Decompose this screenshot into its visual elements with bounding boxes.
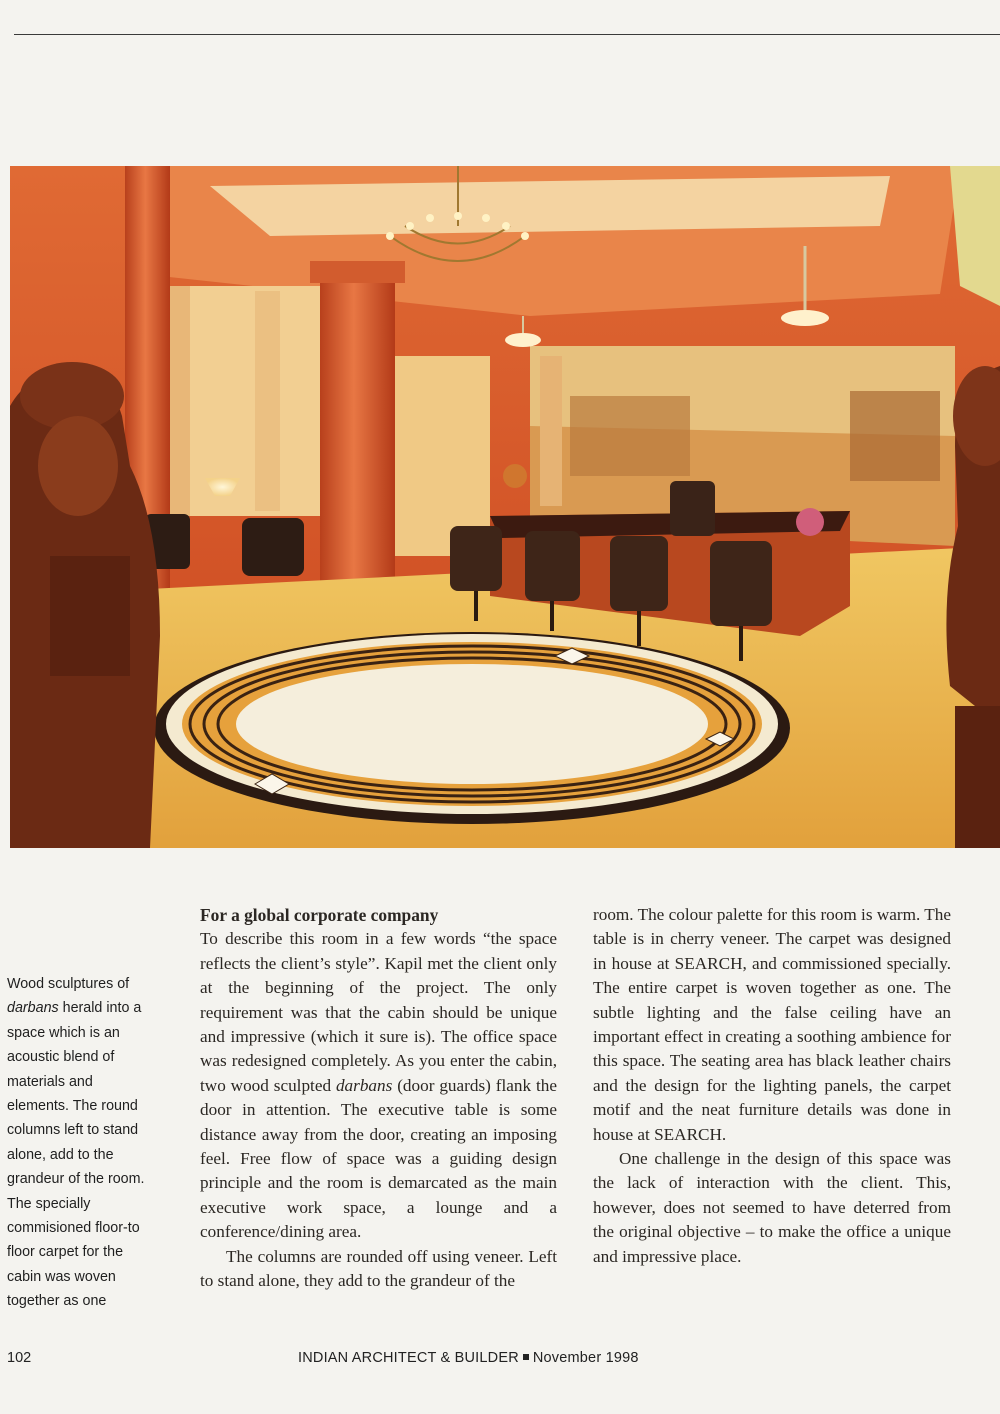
separator-square-icon	[523, 1354, 529, 1360]
paragraph-2-continued: room. The colour palette for this room is warm. The table is in cherry veneer. The carpet was designed in house at SEARCH, and commissioned specially. The entire carpet is woven together as one. The subtle lighting and the false ceiling have an important effect in creating a soothing ambience for this space. The seating area has black leather chairs and the design for the lighting panels, the carpet motif and the neat furniture details was done in house at SEARCH.	[593, 905, 951, 1144]
issue-date: November 1998	[532, 1350, 639, 1366]
paragraph-1-part-1: To describe this room in a few words “the space reflects the client’s style”. Kapil met the client only at the beginning of the project. The only requirement was that the cabin should be unique and impressive (which it sure is). The office space was redesigned completely. As you enter the cabin, two wood sculpted	[200, 929, 557, 1095]
paragraph-1-italic: darbans	[335, 1075, 393, 1095]
article-column-2	[593, 903, 951, 1269]
top-rule	[14, 34, 1000, 35]
caption-italic-term: darbans	[7, 1000, 59, 1017]
caption-text-2: herald into a space which is an acoustic blend of materials and elements. The round columns left to stand alone, add to the grandeur of the room. The specially commisioned floor-to floor carpet for the cabin was woven together as one	[7, 1000, 145, 1310]
photo-caption	[7, 972, 157, 1314]
paragraph-2: The columns are rounded off using veneer. Left to stand alone, they add to the grandeur of the	[200, 1246, 557, 1291]
office-cabin-photo	[10, 166, 1000, 848]
publication-name: INDIAN ARCHITECT & BUILDER	[298, 1350, 519, 1366]
article-column-1	[200, 903, 557, 1294]
paragraph-1	[200, 927, 557, 1244]
paragraph-3: One challenge in the design of this space was the lack of interaction with the client. This, however, does not seemed to have deterred from the original objective – to make the office a unique and impressive place.	[593, 1149, 951, 1266]
paragraph-1-part-2: (door guards) flank the door in attention. The executive table is some distance away from the door, creating an imposing feel. Free flow of space was a guiding design principle and the room is demarcated as the main executive work space, a lounge and a conference/dining area.	[200, 1075, 557, 1242]
page-number: 102	[7, 1350, 32, 1366]
caption-text-1: Wood sculptures of	[7, 976, 130, 992]
article-heading: For a global corporate company	[200, 905, 439, 925]
running-footer	[298, 1350, 639, 1366]
